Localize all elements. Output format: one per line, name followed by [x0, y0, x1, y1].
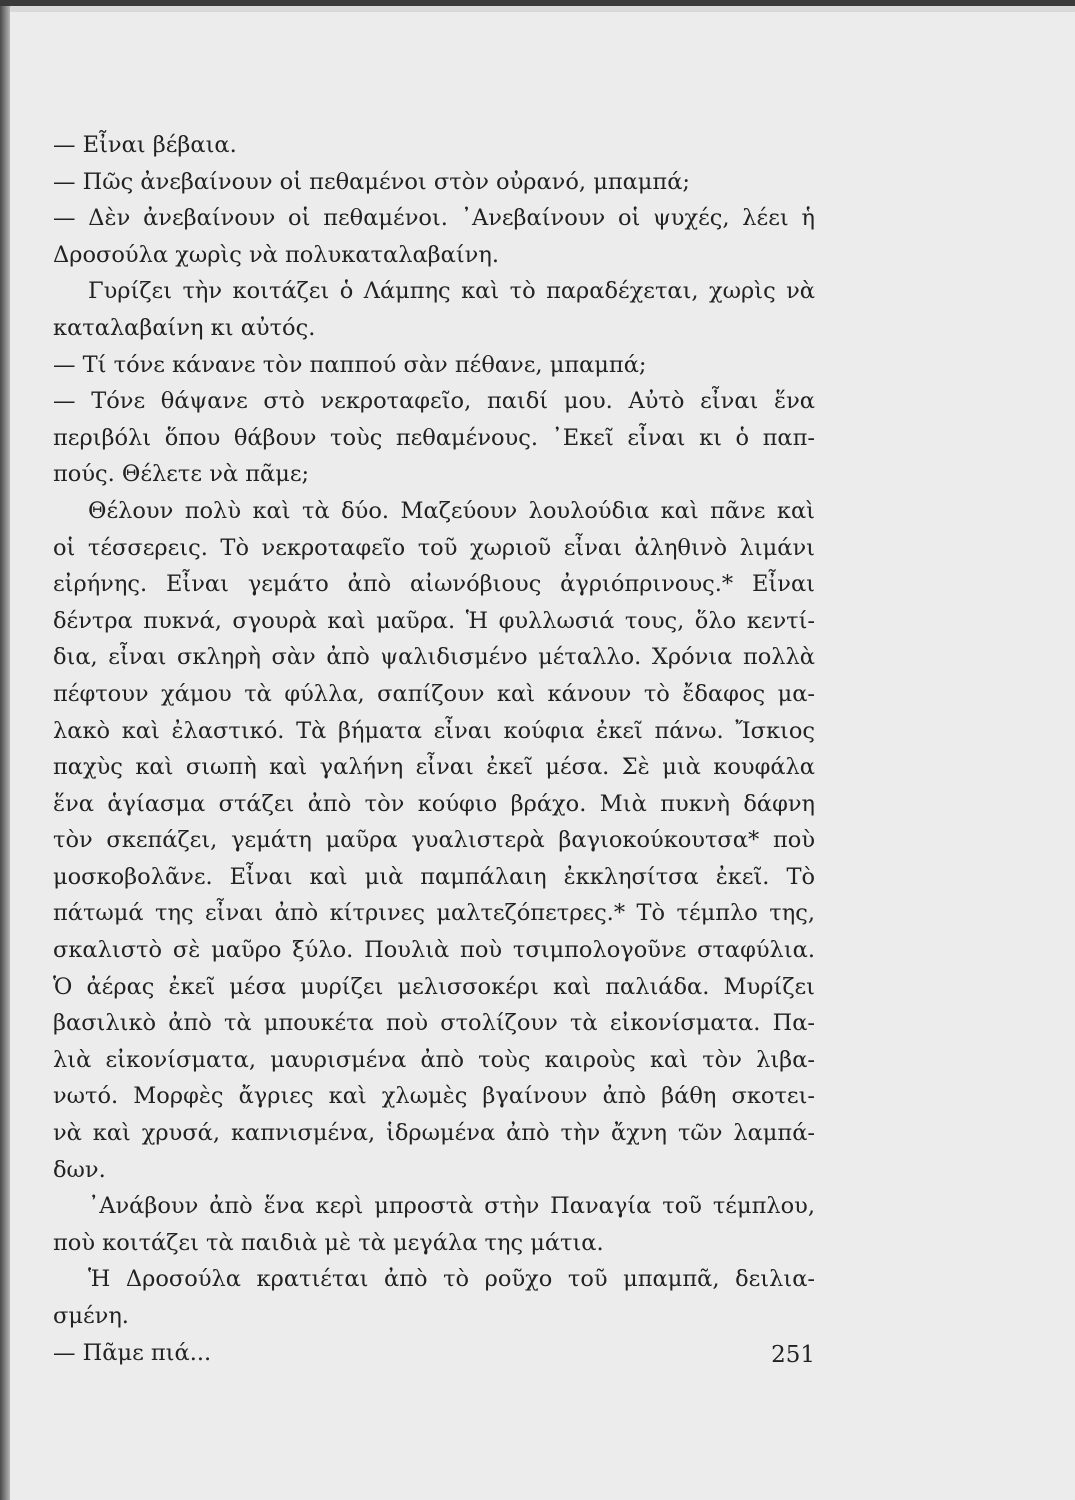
text-line: παχὺς καὶ σιωπὴ καὶ γαλήνη εἶναι ἐκεῖ μέσα. Σὲ μιὰ κουφάλα [53, 754, 815, 781]
text-line: — Πᾶμε πιά... [53, 1339, 212, 1366]
text-line: περιβόλι ὅπου θάβουν τοὺς πεθαμένους. ᾿Εκεῖ εἶναι κι ὁ παπ- [53, 424, 815, 451]
text-line: Ὁ ἀέρας ἐκεῖ μέσα μυρίζει μελισσοκέρι καὶ παλιάδα. Μυρίζει [53, 973, 815, 1000]
text-line: νὰ καὶ χρυσά, καπνισμένα, ἱδρωμένα ἀπὸ τὴν ἄχνη τῶν λαμπά- [53, 1120, 815, 1147]
text-line: τὸν σκεπάζει, γεμάτη μαῦρα γυαλιστερὰ βαγιοκούκουτσα* ποὺ [53, 827, 815, 854]
text-line: δια, εἶναι σκληρὴ σὰν ἀπὸ ψαλιδισμένο μέταλλο. Χρόνια πολλὰ [53, 644, 815, 671]
text-line: λακὸ καὶ ἐλαστικό. Τὰ βήματα εἶναι κούφια ἐκεῖ πάνω. Ἴσκιος [53, 717, 815, 744]
text-line: — Τόνε θάψανε στὸ νεκροταφεῖο, παιδί μου. Αὐτὸ εἶναι ἕνα [53, 388, 815, 415]
text-line: λιὰ εἰκονίσματα, μαυρισμένα ἀπὸ τοὺς καιροὺς καὶ τὸν λιβα- [53, 1046, 815, 1073]
text-line: σκαλιστὸ σὲ μαῦρο ξύλο. Πουλιὰ ποὺ τσιμπολογοῦνε σταφύλια. [53, 937, 815, 964]
text-line: — Εἶναι βέβαια. [53, 132, 237, 158]
text-line: καταλαβαίνη κι αὐτός. [53, 314, 316, 341]
text-line: — Τί τόνε κάνανε τὸν παππού σὰν πέθανε, μπαμπά; [53, 351, 647, 378]
body-text [53, 127, 815, 1371]
text-line: Δροσούλα χωρὶς νὰ πολυκαταλαβαίνη. [53, 241, 499, 268]
text-line: πούς. Θέλετε νὰ πᾶμε; [53, 461, 310, 488]
text-line: Γυρίζει τὴν κοιτάζει ὁ Λάμπης καὶ τὸ παραδέχεται, χωρὶς νὰ [88, 278, 815, 305]
text-line: οἱ τέσσερεις. Τὸ νεκροταφεῖο τοῦ χωριοῦ εἶναι ἀληθινὸ λιμάνι [53, 534, 815, 561]
text-line: ᾿Ανάβουν ἀπὸ ἕνα κερὶ μπροστὰ στὴν Παναγία τοῦ τέμπλου, [88, 1193, 815, 1220]
page-number: 251 [771, 1342, 815, 1368]
text-line: Θέλουν πολὺ καὶ τὰ δύο. Μαζεύουν λουλούδια καὶ πᾶνε καὶ [88, 497, 815, 524]
text-line: — Πῶς ἀνεβαίνουν οἱ πεθαμένοι στὸν οὐρανό, μπαμπά; [53, 168, 690, 195]
text-line: ποὺ κοιτάζει τὰ παιδιὰ μὲ τὰ μεγάλα της μάτια. [53, 1229, 604, 1256]
page-shadow-left [0, 0, 10, 1500]
text-line: δέντρα πυκνά, σγουρὰ καὶ μαῦρα. Ἡ φυλλωσιά τους, ὅλο κεντί- [53, 607, 815, 634]
text-line: εἰρήνης. Εἶναι γεμάτο ἀπὸ αἰωνόβιους ἀγριόπρινους.* Εἶναι [53, 571, 815, 598]
text-line: Ἡ Δροσούλα κρατιέται ἀπὸ τὸ ροῦχο τοῦ μπαμπᾶ, δειλια- [88, 1266, 815, 1293]
text-line: βασιλικὸ ἀπὸ τὰ μπουκέτα ποὺ στολίζουν τὰ εἰκονίσματα. Πα- [53, 1010, 815, 1037]
text-line: πάτωμά της εἶναι ἀπὸ κίτρινες μαλτεζόπετρες.* Τὸ τέμπλο της, [53, 900, 815, 927]
text-line: νωτό. Μορφὲς ἄγριες καὶ χλωμὲς βγαίνουν ἀπὸ βάθη σκοτει- [53, 1083, 815, 1110]
text-line: — Δὲν ἀνεβαίνουν οἱ πεθαμένοι. ᾿Ανεβαίνουν οἱ ψυχές, λέει ἡ [53, 205, 815, 232]
text-line: ἕνα ἁγίασμα στάζει ἀπὸ τὸν κούφιο βράχο. Μιὰ πυκνὴ δάφνη [53, 790, 815, 817]
text-line: μοσκοβολᾶνε. Εἶναι καὶ μιὰ παμπάλαιη ἐκκλησίτσα ἐκεῖ. Τὸ [53, 863, 815, 890]
page-top-edge [0, 0, 1075, 6]
text-line: σμένη. [53, 1303, 129, 1329]
text-line: δων. [53, 1156, 106, 1183]
text-line: πέφτουν χάμου τὰ φύλλα, σαπίζουν καὶ κάνουν τὸ ἔδαφος μα- [53, 680, 815, 707]
